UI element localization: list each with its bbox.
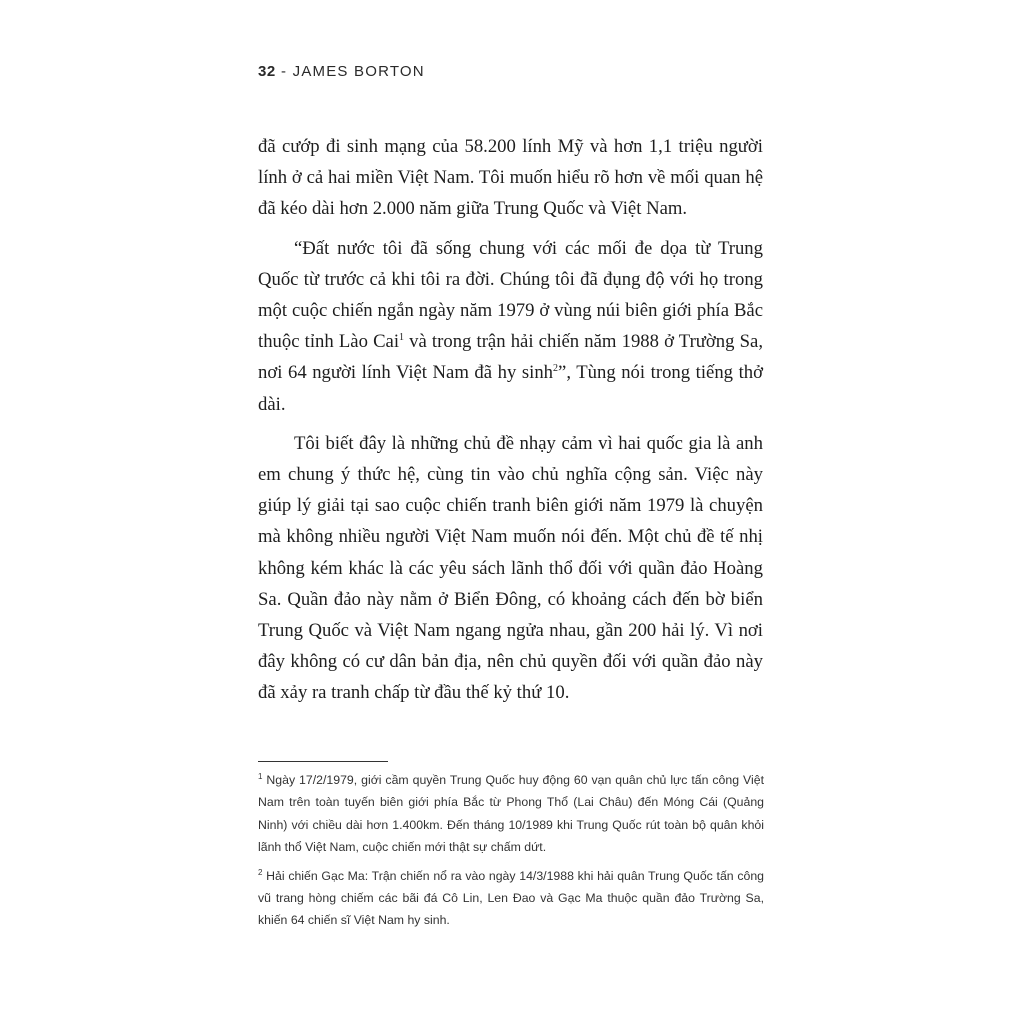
author-name: JAMES BORTON bbox=[292, 63, 425, 80]
footnotes bbox=[258, 769, 764, 938]
footnote-1-text: Ngày 17/2/1979, giới cầm quyền Trung Quốc huy động 60 vạn quân chủ lực tấn công Việt Nam trên toàn tuyến biên giới phía Bắc từ Phong Thổ (Lai Châu) đến Móng Cái (Quảng Ninh) với chiều dài hơn 1.400km. Đến tháng 10/1989 khi Trung Quốc rút toàn bộ quân khỏi lãnh thổ Việt Nam, cuộc chiến mới thật sự chấm dứt. bbox=[258, 773, 764, 855]
page-number: 32 bbox=[258, 63, 276, 80]
paragraph-3: Tôi biết đây là những chủ đề nhạy cảm vì hai quốc gia là anh em chung ý thức hệ, cùng tin vào chủ nghĩa cộng sản. Việc này giúp lý giải tại sao cuộc chiến tranh biên giới năm 1979 là chuyện mà không nhiều người Việt Nam muốn nói đến. Một chủ đề tế nhị không kém khác là các yêu sách lãnh thổ đối với quần đảo Hoàng Sa. Quần đảo này nằm ở Biển Đông, có khoảng cách đến bờ biển Trung Quốc và Việt Nam ngang ngửa nhau, gần 200 hải lý. Vì nơi đây không có cư dân bản địa, nên chủ quyền đối với quần đảo này đã xảy ra tranh chấp từ đầu thế kỷ thứ 10. bbox=[258, 432, 763, 704]
footnote-2 bbox=[258, 865, 764, 932]
body-text bbox=[258, 131, 763, 717]
footnote-divider bbox=[258, 761, 388, 762]
footnote-ref-1: 1 bbox=[399, 331, 405, 343]
running-header bbox=[258, 63, 425, 80]
footnote-1-marker: 1 bbox=[258, 771, 263, 781]
footnote-1 bbox=[258, 769, 764, 859]
paragraph-2 bbox=[258, 233, 763, 420]
paragraph-1: đã cướp đi sinh mạng của 58.200 lính Mỹ và hơn 1,1 triệu người lính ở cả hai miền Việt Nam. Tôi muốn hiểu rõ hơn về mối quan hệ đã kéo dài hơn 2.000 năm giữa Trung Quốc và Việt Nam. bbox=[258, 136, 763, 220]
footnote-ref-2: 2 bbox=[553, 363, 559, 375]
footnote-2-text: Hải chiến Gạc Ma: Trận chiến nổ ra vào ngày 14/3/1988 khi hải quân Trung Quốc tấn công vũ trang hòng chiếm các bãi đá Cô Lin, Len Đao và Gạc Ma thuộc quần đảo Trường Sa, khiến 64 chiến sĩ Việt Nam hy sinh. bbox=[258, 868, 764, 928]
paragraph-2-part-b: và trong trận hải chiến năm 1988 ở Trường Sa, nơi 64 người lính Việt Nam đã hy sinh bbox=[258, 331, 763, 384]
header-separator: - bbox=[275, 63, 293, 80]
paragraph-2-part-a: “Đất nước tôi đã sống chung với các mối đe dọa từ Trung Quốc từ trước cả khi tôi ra đời. Chúng tôi đã đụng độ với họ trong một cuộc chiến ngắn ngày năm 1979 ở vùng núi biên giới phía Bắc thuộc tỉnh Lào Cai bbox=[258, 237, 763, 353]
paragraph-2-part-c: ”, Tùng nói trong tiếng thở dài. bbox=[258, 362, 763, 415]
footnote-2-marker: 2 bbox=[258, 867, 263, 877]
